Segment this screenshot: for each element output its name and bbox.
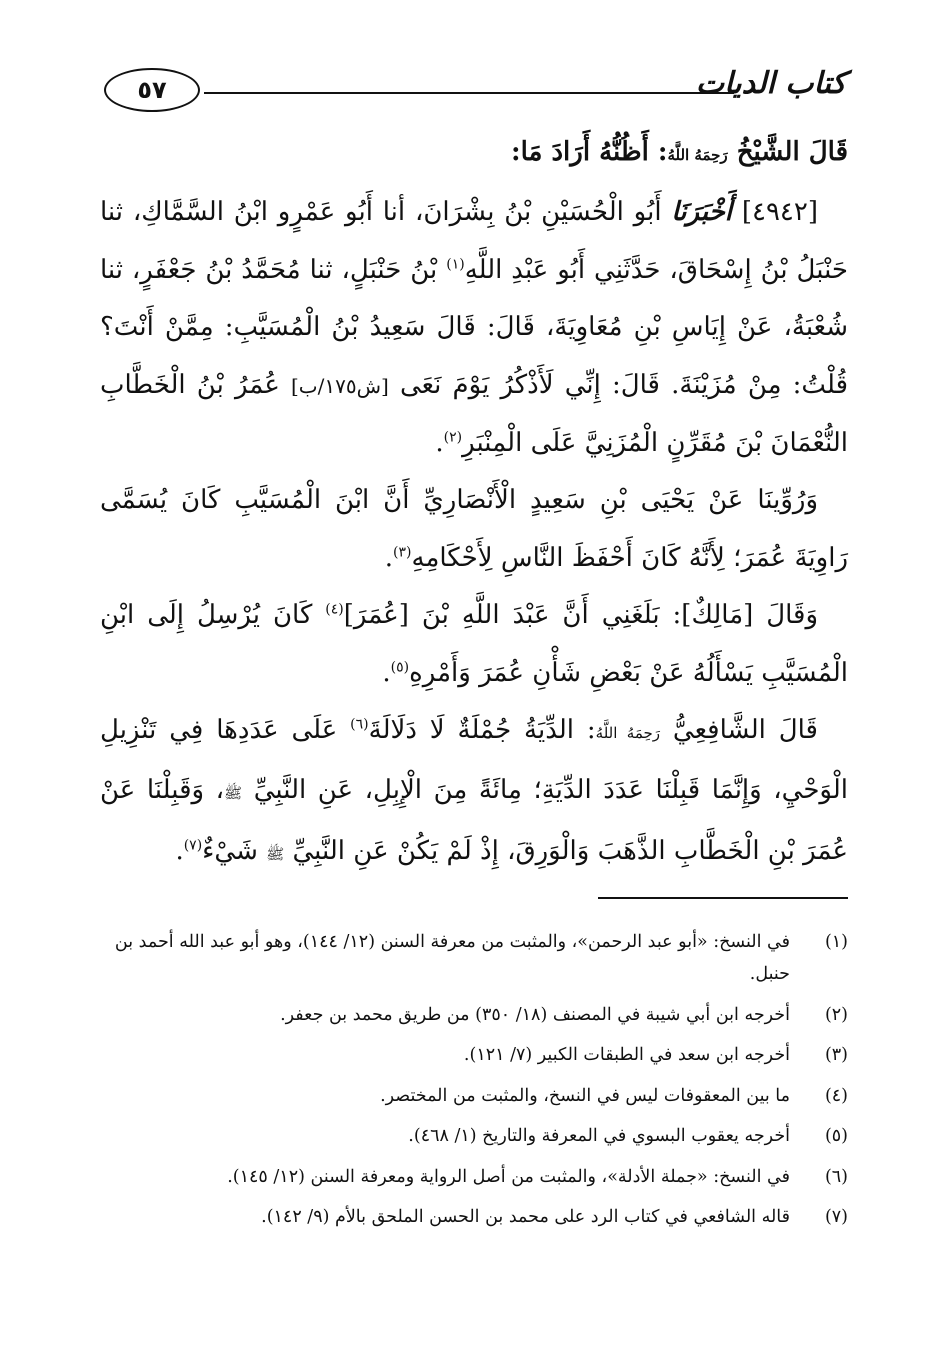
narration-paragraph: وَرُوِّينَا عَنْ يَحْيَى بْنِ سَعِيدٍ الْأَنْصَارِيِّ أَنَّ ابْنَ الْمُسَيَّبِ كَانَ يُسَمَّى رَاوِيَةَ عُمَرَ؛ لِأَنَّهُ كَانَ أَحْفَظَ النَّاسِ لِأَحْكَامِهِ$^{(٣)}$. [100,485,848,573]
book-title: كتاب الديات [695,66,846,101]
heading-label: قَالَ الشَّيْخُ [736,137,848,167]
paragraph-text: شَيْءٌ [202,835,267,866]
footnote-text: ما بين المعقوفات ليس في النسخ، والمثبت من المختصر. [380,1085,790,1106]
paragraph-text: : الدِّيَةُ جُمْلَةٌ لَا دَلَالَةَ [368,715,596,746]
footnote-7 [100,1201,848,1233]
page-number: ٥٧ [104,68,200,112]
page-header [104,62,846,118]
footnote-2 [100,999,848,1031]
footnote-text: في النسخ: «أبو عبد الرحمن»، والمثبت من معرفة السنن (١٢/ ١٤٤)، وهو أبو عبد الله أحمد بن حنبل. [114,932,790,984]
manuscript-ref: [ش١٧٥/ب] [291,373,389,398]
paragraph-text: وَقَالَ [مَالِكٌ]: بَلَغَنِي أَنَّ عَبْدَ اللَّهِ بْنَ [عُمَرَ] [343,600,819,631]
footnote-number: (١) [824,932,848,952]
footnote-3 [100,1039,848,1071]
section-heading [100,124,848,184]
footnote-number: (٢) [824,1004,848,1025]
footnote-1 [100,926,848,990]
paragraph-text: وَرُوِّينَا عَنْ يَحْيَى بْنِ سَعِيدٍ الْأَنْصَارِيِّ أَنَّ ابْنَ الْمُسَيَّبِ كَانَ يُسَمَّى رَاوِيَةَ عُمَرَ؛ لِأَنَّهُ كَانَ أَحْفَظَ النَّاسِ لِأَحْكَامِهِ [100,485,848,573]
paragraph-text: عُمَرُ بْنُ الْخَطَّابِ النُّعْمَانَ بْنَ مُقَرِّنٍ الْمُزَنِيَّ عَلَى الْمِنْبَرِ [100,369,848,459]
footnote-ref: (٤) [325,601,344,618]
footnote-number: (٥) [824,1126,848,1146]
footnote-separator [598,897,848,899]
paragraph-text: عَلَى عَدَدِهَا فِي تَنْزِيلِ الْوَحْيِ، وَإِنَّمَا قَبِلْنَا عَدَدَ الدِّيَةِ؛ مِائَةً مِنَ الْإِبِلِ، عَنِ النَّبِيِّ [100,715,848,806]
footnote-5 [100,1120,848,1152]
footnote-4 [100,1080,848,1112]
heading-text: : أَظُنُّهُ أَرَادَ مَا: [510,137,668,167]
footnote-text: أخرجه ابن أبي شيبة في المصنف (١٨/ ٣٥٠) من طريق محمد بن جعفر. [280,1004,790,1025]
akhbarana-label: أَخْبَرَنَا [671,197,733,228]
footnote-6 [100,1161,848,1193]
footnote-text: في النسخ: «جملة الأدلة»، والمثبت من أصل الرواية ومعرفة السنن (١٢/ ١٤٥). [227,1166,790,1187]
hadith-number: [٤٩٤٢] [741,197,818,228]
honorific: رَحِمَهُ اللَّهُ [667,146,728,164]
malik-paragraph: وَقَالَ [مَالِكٌ]: بَلَغَنِي أَنَّ عَبْدَ اللَّهِ بْنَ [عُمَرَ]$^{(٤)}$ كَانَ يُرْسِلُ إِلَى ابْنِ الْمُسَيَّبِ يَسْأَلُهُ عَنْ بَعْضِ شَأْنِ عُمَرَ وَأَمْرِهِ$^{(٥)}$. [100,600,848,688]
footnote-ref: (٦) [350,716,369,733]
footnote-number: (٤) [824,1085,848,1106]
hadith-paragraph: [٤٩٤٢] أَخْبَرَنَا أَبُو الْحُسَيْنِ بْنُ بِشْرَانَ، أنا أَبُو عَمْرٍو ابْنُ السَّمَّاكِ، ثنا حَنْبَلُ بْنُ إِسْحَاقَ، حَدَّثَنِي أَبُو عَبْدِ اللَّهِ$^{(١)}$ بْنُ حَنْبَلٍ، ثنا مُحَمَّدُ بْنُ جَعْفَرٍ، ثنا شُعْبَةُ، عَنْ إِيَاسِ بْنِ مُعَاوِيَةَ، قَالَ: قَالَ سَعِيدُ بْنُ الْمُسَيَّبِ: مِمَّنْ أَنْتَ؟ قُلْتُ: مِنْ مُزَيْنَةَ. قَالَ: إِنِّي لَأَذْكُرُ يَوْمَ نَعَى [ش١٧٥/ب] عُمَرُ بْنُ الْخَطَّابِ النُّعْمَانَ بْنَ مُقَرِّنٍ الْمُزَنِيَّ عَلَى الْمِنْبَرِ$^{(٢)}$. [100,197,849,459]
footnote-ref: (٧) [183,837,203,854]
honorific: ﷺ [266,844,285,863]
footnote-ref: (٣) [393,544,412,561]
honorific: ﷺ [224,784,243,803]
footnote-number: (٦) [824,1166,848,1187]
paragraph-text: قَالَ الشَّافِعِيُّ [660,715,818,746]
footnote-number: (٧) [824,1207,848,1227]
honorific: رَحِمَهُ اللَّهُ [595,724,661,743]
paragraph-text: أَبُو الْحُسَيْنِ بْنُ بِشْرَانَ، أنا أَبُو عَمْرٍو ابْنُ السَّمَّاكِ، ثنا حَنْبَلُ بْنُ إِسْحَاقَ، حَدَّثَنِي أَبُو عَبْدِ اللَّهِ [100,197,849,285]
main-text [100,124,848,883]
footnote-text: أخرجه ابن سعد في الطبقات الكبير (٧/ ١٢١). [463,1045,790,1065]
footnote-ref: (٥) [390,659,410,675]
footnote-number: (٣) [824,1045,848,1065]
paragraph-text: ، وَقَبِلْنَا عَنْ عُمَرَ بْنِ الْخَطَّابِ الذَّهَبَ وَالْوَرِقَ، إِذْ لَمْ يَكُنْ عَنِ النَّبِيِّ [100,775,848,866]
footnote-ref: (٢) [443,429,463,446]
footnote-ref: (١) [446,256,465,273]
footnotes [100,926,848,1242]
shafii-paragraph: قَالَ الشَّافِعِيُّ رَحِمَهُ اللَّهُ: الدِّيَةُ جُمْلَةٌ لَا دَلَالَةَ$^{(٦)}$ عَلَى عَدَدِهَا فِي تَنْزِيلِ الْوَحْيِ، وَإِنَّمَا قَبِلْنَا عَدَدَ الدِّيَةِ؛ مِائَةً مِنَ الْإِبِلِ، عَنِ النَّبِيِّ ﷺ، وَقَبِلْنَا عَنْ عُمَرَ بْنِ الْخَطَّابِ الذَّهَبَ وَالْوَرِقَ، إِذْ لَمْ يَكُنْ عَنِ النَّبِيِّ ﷺ شَيْءٌ$^{(٧)}$. [100,715,848,866]
footnote-text: قاله الشافعي في كتاب الرد على محمد بن الحسن الملحق بالأم (٩/ ١٤٢). [261,1207,790,1227]
footnote-text: أخرجه يعقوب البسوي في المعرفة والتاريخ (١/ ٤٦٨). [408,1126,790,1146]
header-rule [204,92,734,94]
paragraph-text: بْنُ حَنْبَلٍ، ثنا مُحَمَّدُ بْنُ جَعْفَرٍ، ثنا شُعْبَةُ، عَنْ إِيَاسِ بْنِ مُعَاوِيَةَ، قَالَ: قَالَ سَعِيدُ بْنُ الْمُسَيَّبِ: مِمَّنْ أَنْتَ؟ قُلْتُ: مِنْ مُزَيْنَةَ. قَالَ: إِنِّي لَأَذْكُرُ يَوْمَ نَعَى [100,254,849,400]
paragraph-text: كَانَ يُرْسِلُ إِلَى ابْنِ الْمُسَيَّبِ يَسْأَلُهُ عَنْ بَعْضِ شَأْنِ عُمَرَ وَأَمْرِهِ [100,600,848,688]
